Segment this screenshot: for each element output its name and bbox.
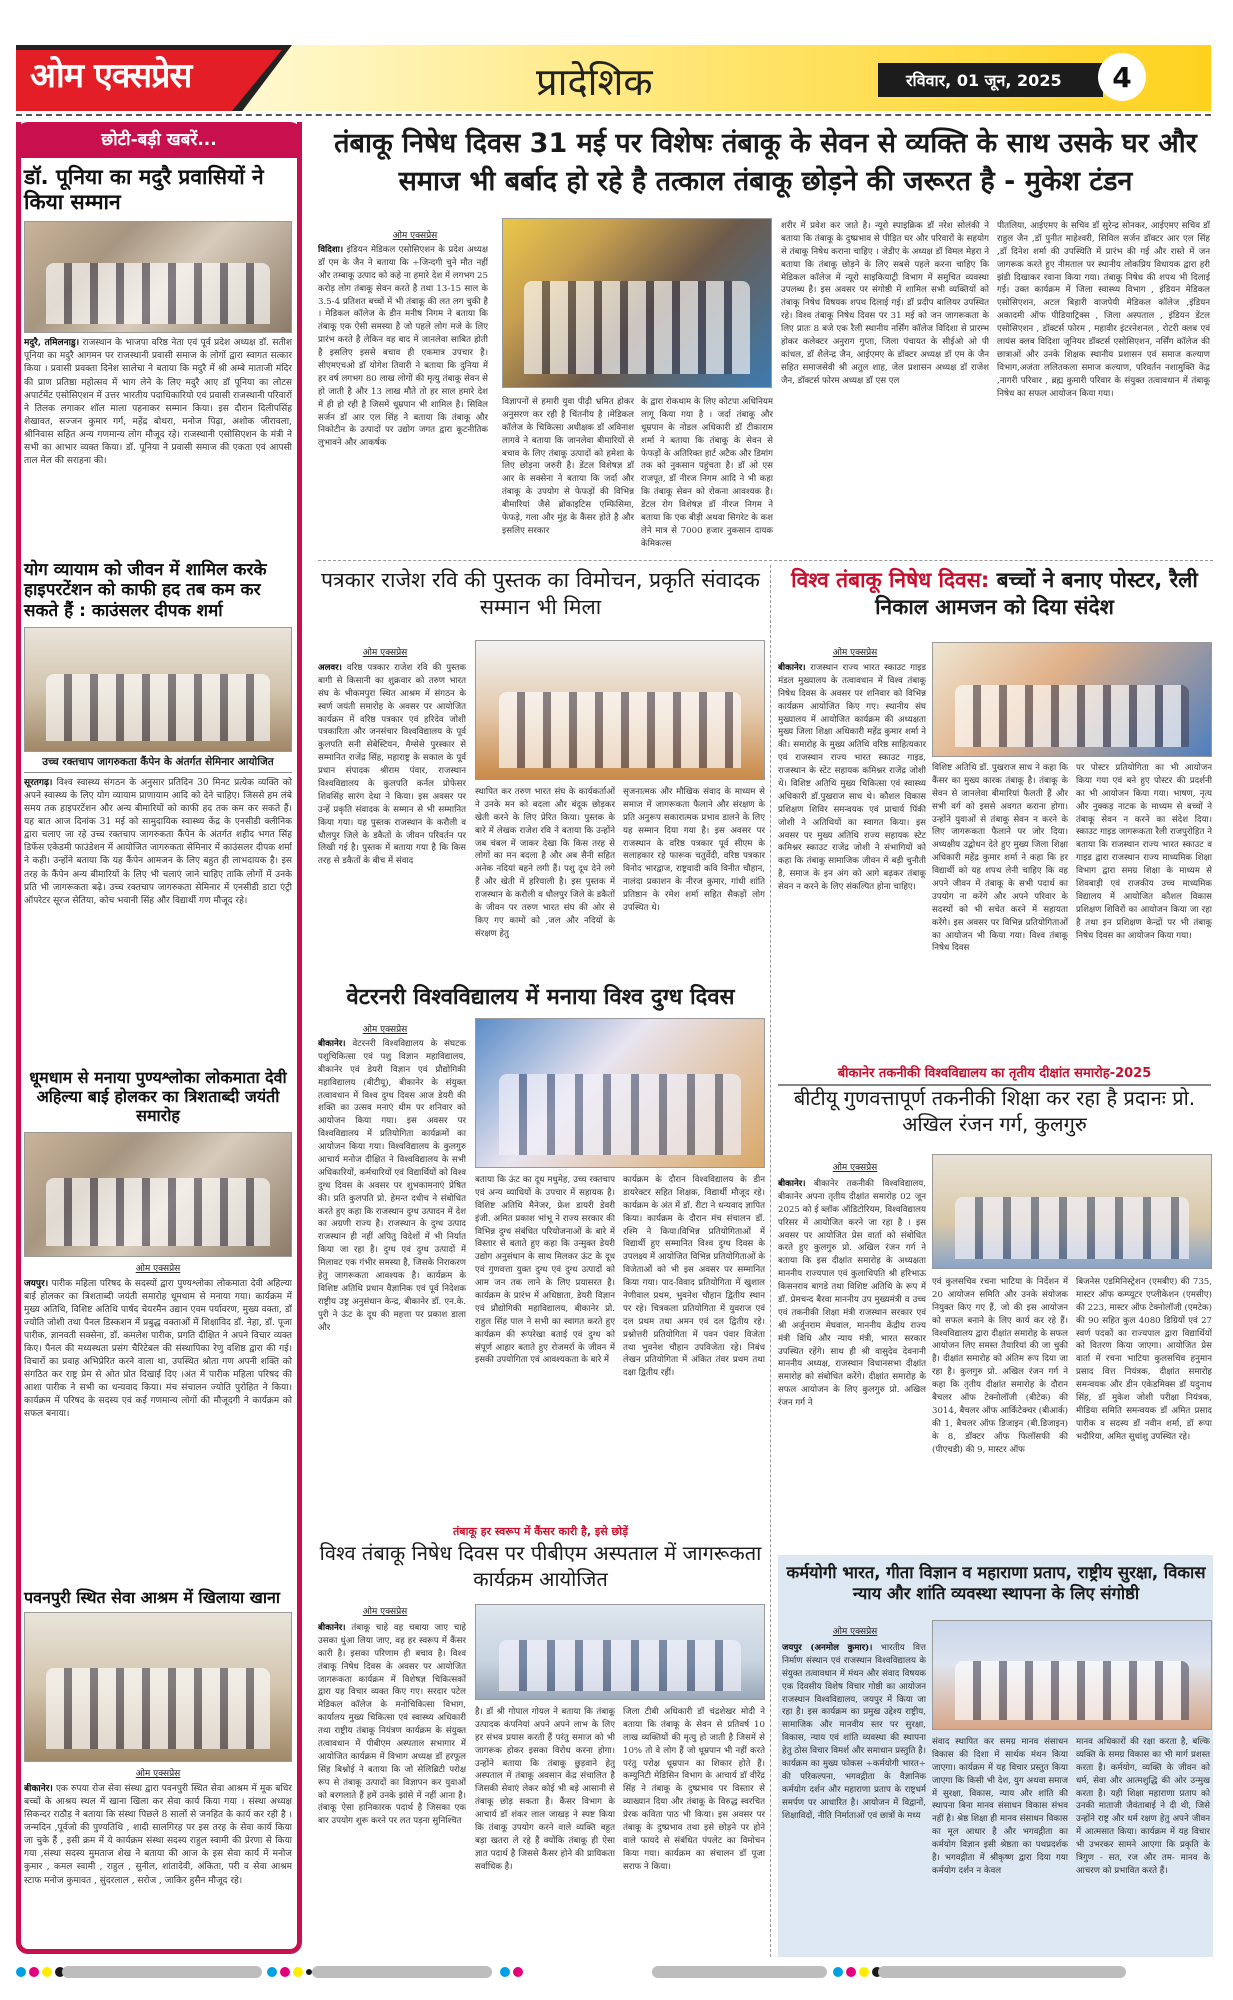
cyan-mark-icon <box>833 1967 843 1977</box>
gray-bar <box>878 1966 1126 1978</box>
print-registration-bar <box>0 1962 1233 1982</box>
milk-photo <box>475 1018 765 1168</box>
byline: ओम एक्सप्रेस <box>135 1263 181 1274</box>
lead-col-5: पीतलिया, आईएमए के सचिव डॉ सुरेन्द्र सोनकर, आईएमए सचिव डॉ राहुल जैन ,डॉ पुनीत माहेश्वरी, सिविल सर्जन डॉक्टर आर एल सिंह ,डॉ दिनेश शर्मा की उपस्थिति में प्रारंभ की गई और रास्ते में जन जागरूक करते हुए नीमताल पर स्थानीय लोकप्रिय विधायक द्वारा हरी झंडी दिखाकर रवाना किया गया। तंबाकू निषेध की शपथ भी दिलाई गई। उक्त कार्यक्रम में जिला स्वास्थ्य विभाग , इंडियन मेडिकल एसोसिएशन, अटल बिहारी वाजपेयी मेडिकल कॉलेज ,इंडियन अकादमी ऑफ पीडियाट्रिक्स , जिला अस्पताल , इंडियन डेंटल एसोसिएशन , डॉक्टर्स फोरम , महावीर इंटरनेशनल , रोटरी क्लब एवं लायंस क्लब विदिशा जूनियर डॉक्टर्स एसोसिएशन, नर्सिंग कॉलेज की छात्राओं और उनके शिक्षक स्थानीय प्रशासन एवं समाज कल्याण विभाग,अजंता ललितकला समाज कल्याण, परिवर्तन नशामुक्ति केंद्र ,नागरी परिवार , ब्रह्म कुमारी परिवार के संयुक्त तत्वावधान में तंबाकू निषेध का सफल आयोजन किया गया। <box>997 221 1210 399</box>
sidebar-story-yoga <box>24 560 292 995</box>
sidebar-story-ashram <box>24 1588 292 1923</box>
story-body <box>24 337 292 525</box>
seminar-photo <box>932 1620 1212 1730</box>
yellow-mark-icon <box>293 1967 303 1977</box>
lead-col-4: शरीर में प्रवेश कर जाते है। न्यूरो स्पाइक्रिक डॉ नरेश सोलंकी ने बताया कि तंबाकू के दुष्प्रभाव से पीड़ित घर और परिवारों के सहयोग से तंबाकू निषेध कराना चाहिए । जेडीए के अध्यक्ष डॉ विमल मेहरा ने बताया कि तंबाकू छोड़ने के लिए सबसे पहले करना चाहिए कि मेडिकल कॉलेज में न्यूरो साइकियाट्री विभाग में समुचित व्यवस्था उपलब्ध है। इस अवसर पर संगोष्ठी में शामिल सभी व्यक्तियों को तंबाकू निषेध विषयक शपथ दिलाई गई। डॉ प्रदीप बालियर उपस्थित रहे। विश्व तंबाकू निषेध दिवस पर 31 मई को जन जागरूकता के लिए प्रातः 8 बजे एक रैली स्थानीय नर्सिंग कॉलेज विदिशा से प्रारम्भ होकर कलेक्टर अनुराग गुप्ता, जिला पंचायत के सीईओ ओ पी कांधल, डॉ शैलेन्द्र जैन, आईएमए के डॉक्टर अध्यक्ष डॉ एम के जैन सहित समाजसेवी श्री अतुल शाह, जेल प्रशासन अध्यक्ष डॉ राजेश जैन, डॉक्टर्स फोरम अध्यक्ष डॉ एस एल <box>781 221 989 386</box>
magenta-mark-icon <box>29 1967 39 1977</box>
pbm-col-2: है। डॉ श्री गोपाल गोयल ने बताया कि तंबाकू उत्पादक कंपनियां अपने अपने लाभ के लिए हर संभव प्रयास करती हैं परंतु समाज को भी जागरूक होकर इसका विरोध करना होगा। उन्होंने बताया कि तंबाकू छुड़वाने हेतु अस्पताल में तंबाकू अवसान केंद्र संचालित है जिसकी सेवाएं लेकर कोई भी बड़े आसानी से तंबाकू छोड़ सकता है। कैंसर विभाग के आचार्य डॉ शंकर लाल जाखड़ ने स्पष्ट किया कि तंबाकू उपयोग करने वाले व्यक्ति बहुत बड़ा खतरा ले रहे हैं क्योंकि तंबाकू ही ऐसा ज्ञात पदार्थ है जिससे कैंसर होने की प्रायिकता सर्वाधिक है। <box>475 1707 615 1872</box>
story-text: विश्व स्वास्थ्य संगठन के अनुसार प्रतिदिन 30 मिनट प्रत्येक व्यक्ति को अपने स्वास्थ्य के लिए योग व्यायाम प्राणायाम आदि को देने चाहिए। जिससे हम लंबे समय तक हाइपरटेंशन और अन्य बीमारियों को काफी हद तक कम कर सकते हैं। यह बात आज दिनांक 31 मई को सामुदायिक स्वास्थ्य केंद्र के एनसीडी क्लीनिक द्वारा चलाए जा रहे उच्च रक्तचाप जागरुकता कैंपेन के अंतर्गत शहीद भगत सिंह डिफेंस एकेडमी फाउंडेशन में आयोजित जागरुकता सेमिनार में काउंसलर दीपक शर्मा ने कही। उन्होंने बताया कि यह कैंपेन आमजन के लिए बहुत ही लाभदायक है। इस तरह के कैंपेन अन्य बीमारियों के लिए भी चलाएं जाने चाहिए ताकि लोगों में उनके प्रति भी जागरूकता बढ़े। उच्च रक्तचाप जागरुकता सेमिनार में एनसीडी डाटा एंट्री ऑपरेटर सूरज सेतिया, कोच भवानी सिंह और विद्यार्थी गण मौजूद रहे। <box>24 778 292 906</box>
milk-col-3: कार्यक्रम के दौरान विश्वविद्यालय के डीन डायरेक्टर सहित शिक्षक, विद्यार्थी मौजूद रहे। कार्यक्रम के अंत में डॉ. रीटा ने धन्यवाद ज्ञापित किया। कार्यक्रम के दौरान मंच संचालन डॉ. रश्मि ने किया।विभिन्न प्रतियोगिताओं में विद्यार्थी हुए सम्मानित विश्व दुग्ध दिवस के उपलक्ष्य में आयोजित विभिन्न प्रतियोगिताओं के विजेताओं को भी इस अवसर पर सम्मानित किया गया। पाद-विवाद प्रतियोगिता में खुशाल नेणीवाल प्रथम, भुवनेश चौहान द्वितीय स्थान पर रहे। चित्रकला प्रतियोगिता में युवराज एवं दल प्रथम तथा अमन एवं दल द्वितीय रहे। प्रश्नोत्तरी प्रतियोगिता में पवन पंवार विजेता तथा भुवनेश चौहान उपविजेता रहे। निबंध लेखन प्रतियोगिता में अंकित तंवर प्रथम तथा दक्षा द्वितीय रहीं। <box>623 1175 765 1379</box>
story-text: तंबाकू चाहे वह चबाया जाए चाहे उसका धुंआ लिया जाए, वह हर स्वरूप में कैंसर कारी है। इसका परिणाम ही बचाव है। विश्व तंबाकू निषेध दिवस के अवसर पर आयोजित जागरूकता कार्यक्रम में विशेषज्ञ चिकित्सकों द्वारा यह विचार व्यक्त किए गए। सरदार पटेल मेडिकल कॉलेज के मनोचिकित्सा विभाग, कार्यालय मुख्य चिकित्सा एवं स्वास्थ्य अधिकारी तथा राष्ट्रीय तंबाकू नियंत्रण कार्यक्रम के संयुक्त तत्वावधान में पीबीएम अस्पताल सभागार में आयोजित कार्यक्रम में विभाग अध्यक्ष डॉ हरफूल सिंह बिश्नोई ने बताया कि जो सेलिब्रिटी परोक्ष रूप से तंबाकू उत्पादों का विज्ञापन कर युवाओं को बरगलाते हैं हमें उनके झांसे में नहीं आना है। तंबाकू ऐसा हानिकारक पदार्थ है जिसका एक बार उपयोग शुरू करने पर लत पड़ना सुनिश्चित <box>318 1623 466 1827</box>
seminar-byline: ओम एक्सप्रेस <box>832 1627 878 1637</box>
btu-col-3: बिजनेस एडमिनिस्ट्रेशन (एमबीए) की 735, मास्टर ऑफ कम्प्यूटर एप्लीकेशन (एमसीए) की 223, मास्टर ऑफ टेक्नोलॉजी (एमटेक) की 90 सहित कुल 4080 डिग्रियों एवं 27 स्वर्ण पदकों का राज्यपाल द्वारा विद्यार्थियों को वितरण किया जाएगा। आयोजित प्रेस वार्ता में रचना भाटिया कुलसचिव हनुमान प्रसाद वित्त नियंत्रक, दीक्षांत समारोह समन्वयक और डीन एकेडमिक्स डॉ यदुनाथ सिंह, डॉ मुकेश जोशी परीक्षा नियंत्रक, मीडिया समिति समन्वयक डॉ अमित प्रसाद पारीक व सदस्य डॉ नवीन शर्मा, डॉ रूपा भदौरिया, अमित सुधांशु उपस्थित रहे। <box>1076 1277 1212 1442</box>
btu-byline: ओम एक्सप्रेस <box>832 1163 878 1173</box>
dateline: विदिशा। <box>318 245 344 255</box>
lead-photo-rally <box>502 218 772 388</box>
page-number: 4 <box>1098 53 1146 101</box>
pbm-photo <box>475 1604 765 1700</box>
seminar-col-1 <box>782 1642 926 1954</box>
story-text: एक रुपया रोज सेवा संस्था द्वारा पवनपुरी स्थित सेवा आश्रम में मूक बधिर बच्चों के आश्रय स्थल में खाना खिला कर सेवा कार्य किया गया । संस्था अध्यक्ष सिकन्दर राठौड़ ने बताया कि संस्था पिछले 8 सालों से जनहित के कार्य कर रही है ।जन्मदिन ,पूर्वजो की पुण्यतिथि , शादी सालगिरह पर इस तरह के सेवा कार्य किया जा चुके हैं , इसी क्रम में ये कार्यक्रम संस्था सदस्य राहुल स्वामी की प्रेरणा से किया गया ,संस्था सदस्य मुमताज शेख ने बताया की आज के इस सेवा कार्य में मनोज कुमार , कमल स्वामी , राहुल , सुनील, शांतादेवी, अंकिता, परी व सेवा आश्रम स्टाफ मनोज कुमावत , सुंदरलाल , सरोज , जाकिर हुसैन मौजूद रहे। <box>24 1784 292 1886</box>
lead-col-1 <box>318 244 488 549</box>
magenta-mark-icon <box>846 1967 856 1977</box>
book-col-1 <box>318 662 466 972</box>
headline-text: बच्चों ने बनाए पोस्टर, रैली निकाल आमजन को दिया संदेश <box>875 568 1198 620</box>
story-text: पारीक महिला परिषद के सदस्यों द्वारा पुण्यश्लोका लोकमाता देवी अहिल्या बाई होलकर का त्रिशताब्दी जयंती समारोह धूमधाम से मनाया गया। कार्यक्रम में मुख्य अतिथि, विशिष्ट अतिथि पार्षद चेयरमैन उद्यान एवम पर्यावरण, मुख्य वक्ता, डॉ ज्योति जोशी तथा पैनल डिस्कशन में प्रबुद्ध वक्ताओं में शिक्षाविद डॉ. नेहा, डॉ. पूजा पारीक, ज्ञानवती सक्सेना, डॉ. कमलेश पारीक, प्रगति दीक्षित ने अपने विचार व्यक्त किए। पैनल की मध्यस्थता प्रसंग चैरिटेबल की संस्थापिका रेणु वशिष्ठ द्वारा की गई। विचारों का प्रवाह अभिप्रेरित करने वाला था, उपस्थित श्रोता गण अपनी शक्ति को संगठित कर राष्ट्र प्रेम से ओत प्रोत दिखाई दिए ।अंत में पारीक महिला परिषद की आशा पारीक ने सभी का धन्यवाद किया। मंच संचालन ज्योति पुरोहित ने किया। कार्यक्रम में परिषद के सदस्य एवं कई गणमान्य लोगों की मौजूदगी ने कार्यक्रम को सफल बनाया। <box>24 1278 292 1420</box>
lead-col-3: के द्वारा रोकथाम के लिए कोटपा अधिनियम लागू किया गया है । जर्दा तंबाकू और धूम्रपान के नोडल अधिकारी डॉ टीकाराम शर्मा ने बताया कि तंबाकू के सेवन से फेफड़ों के अतिरिक्त हार्ट अटैक और डिमांग तक को नुकसान पहुंचता है। डॉ ओ एस राजपूत, डॉ नीरज निगम आदि ने भी कहा कि तंबाकू सेवन को रोकना आवश्यक है। डेंटल रोग विशेषज्ञ डॉ नीरज निगम ने बताया कि एक बीड़ी अथवा सिगरेट के कश लेने मात्र से 7000 हजार नुकसान दायक केमिकल्स <box>641 397 773 549</box>
masthead <box>16 45 1211 111</box>
section-divider <box>318 560 1213 561</box>
milk-headline: वेटरनरी विश्वविद्यालय में मनाया विश्व दुग्ध दिवस <box>346 985 735 1010</box>
milk-col-1 <box>318 1038 466 1518</box>
story-headline: डॉ. पूनिया का मदुरै प्रवासियों ने किया सम्मान <box>24 165 264 215</box>
story-headline: पवनपुरी स्थित सेवा आश्रम में खिलाया खाना <box>24 1588 281 1607</box>
lead-headline: तंबाकू निषेध दिवस 31 मई पर विशेषः तंबाकू के सेवन से व्यक्ति के साथ उसके घर और समाज भी बर्बाद हो रहे है तत्काल तंबाकू छोड़ने की जरूरत है - मुकेश टंडन <box>334 128 1197 197</box>
headline-highlight: विश्व तंबाकू निषेध दिवस: <box>791 568 990 592</box>
sidebar-story-puniya <box>24 165 292 525</box>
cyan-mark-icon <box>267 1967 277 1977</box>
lead-byline: ओम एक्सप्रेस <box>392 231 438 241</box>
dateline: बीकानेर। <box>778 663 806 673</box>
byline: ओम एक्सप्रेस <box>135 1769 181 1780</box>
dateline: बीकानेर। <box>778 1179 806 1189</box>
dateline: जयपुर। <box>24 1278 49 1289</box>
yellow-mark-icon <box>42 1967 52 1977</box>
magenta-mark-icon <box>513 1967 523 1977</box>
story-text: राजस्थान के भाजपा वरिष्ठ नेता एवं पूर्व प्रदेश अध्यक्ष डॉ. सतीश पूनिया का मदुरै आगमन पर राजस्थानी प्रवासी समाज के लोगों द्वारा स्वागत सत्कार किया । प्रवासी प्रवक्ता दिनेश सालेचा ने बताया कि मदुरै में श्री अम्बे माताजी मंदिर की प्राण प्रतिष्ठा महोत्सव में भाग लेने के लिए मदुरै आए डॉ पूनिया का लोटस अपार्टमेंट एसोसिएशन में उत्तर भारतीय पदाधिकारियो एवं प्रवासी राजस्थानी परिवारों ने तिलक लगाकर शॉल माला पहनाकर सम्मान किया। इस दौरान दिलीपसिंह शेखावत, सज्जन कुमार गर्ग, महेंद्र बोथरा, मनोज पिढ़ा, अशोक जीरावला, श्रीनिवास सहित अन्य गणमान्य लोग मौजूद रहे। राजस्थानी एसोसिएशन के मंत्री ने सभी का आभार व्यक्त किया। डॉ. पूनिया ने प्रवासी समाज की एकता एवं आपसी ताल मेल की सराहना की। <box>24 338 292 466</box>
story-photo-event <box>24 1132 292 1257</box>
story-text: वेटरनरी विश्वविद्यालय के संघटक पशुचिकित्सा एवं पशु विज्ञान महाविद्यालय, बीकानेर एवं डेयरी विज्ञान एवं प्रौद्योगिकी महाविद्यालय (बीटीयू), बीकानेर के संयुक्त तत्वावधान में विश्व दुग्ध दिवस आज डेयरी की शक्ति का उत्सव मनाएं थीम पर शनिवार को आयोजन किया गया। इस अवसर पर विश्वविद्यालय में प्रतियोगिता कार्यक्रमों का आयोजन किया गया। विश्वविद्यालय के कुलगुरु आचार्य मनोज दीक्षित ने विश्वविद्यालय के सभी अधिकारियों, कर्मचारियों एवं विद्यार्थियों को विश्व दुग्ध दिवस के अवसर पर शुभकामनाएं प्रेषित की। प्रति कुलपति प्रो. हेमन्त दधीच ने संबोधित करते हुए कहा कि राजस्थान दुग्ध उत्पादन में देश का अग्रणी राज्य है। राजस्थान के दुग्ध उत्पाद राजस्थान ही नहीं अपितु विदेशों में भी निर्यात किया जा रहा है। दुग्ध एवं दुग्ध उत्पादों में मिलावट एक गंभीर समस्या है, जिसके निराकरण हेतु जागरूकता आवश्यक है। कार्यक्रम के विशिष्ट अतिथि प्रधान वैज्ञानिक एवं पूर्व निदेशक राष्ट्रीय उष्ट्र अनुसंधान केन्द्र, बीकानेर डॉ. एन.के. पुरी ने ऊंट के दूध की महत्ता पर प्रकाश डाला और <box>318 1039 466 1333</box>
posters-headline <box>778 567 1211 622</box>
issue-date: रविवार, 01 जून, 2025 <box>878 63 1103 97</box>
dateline: बीकानेर। <box>318 1623 346 1633</box>
section-title: प्रादेशिक <box>536 60 653 104</box>
gray-bar <box>62 1966 262 1978</box>
dateline: मदुरै, तमिलनाडु। <box>24 338 80 349</box>
dateline: सूरतगढ़। <box>24 778 53 789</box>
story-headline: योग व्यायाम को जीवन में शामिल करके हाइपरटेंशन को काफी हद तब कम कर सकते हैं : काउंसलर दीपक शर्मा <box>24 560 267 621</box>
milk-col-2: बताया कि ऊंट का दूध मधुमेह, उच्च रक्तचाप एवं अन्य व्याधियों के उपचार में सहायक है। विशिष्ट अतिथि मैनेजर, फ्रेश डायरी डेवरी इंजी. अमित प्रकाश भांभू ने राज्य सरकार की विभिन्न दुग्ध संबंधित परियोजनाओं के बारे में विस्तार से बताते हुए कहा कि उन्मुक्त डेयरी उद्योग अनुसंधान के साथ मिलकर ऊंट के दूध एवं गुणवत्ता युक्त दुग्ध एवं दुग्ध उत्पादों को आम जन तक लाने के लिए प्रयासरत है। कार्यक्रम के प्रारंभ में अधिष्ठाता, डेयरी विज्ञान एवं प्रौद्योगिकी महाविद्यालय, बीकानेर प्रो. राहुल सिंह पाल ने सभी का स्वागत करते हुए कार्यक्रम की रूपरेखा बताई एवं दुग्ध को संपूर्ण आहार बताते हुए रोजमर्रा के जीवन में इसकी उपयोगिता एवं आवश्यकता के बारे में <box>475 1175 615 1366</box>
milk-byline: ओम एक्सप्रेस <box>362 1025 408 1035</box>
story-text: भारतीय वित्त निर्माण संस्थान एवं राजस्थान विश्वविद्यालय के संयुक्त तत्वावधान में मंथन और संवाद विषयक एक दिवसीय विशेष विचार गोष्ठी का आयोजन राजस्थान विश्वविद्यालय, जयपुर में किया जा रहा है। इस कार्यक्रम का प्रमुख उद्देश्य राष्ट्रीय, सामाजिक और मानवीय स्तर पर सुरक्षा, विकास, न्याय एवं शांति व्यवस्था की स्थापना हेतु ठोस विचार विमर्श और समाधान प्रस्तुति है। कार्यक्रम का मुख्य फोकस ÷कर्मयोगी भारत÷ की परिकल्पना, भगवद्गीता के वैज्ञानिक कर्मयोग दर्शन और महाराणा प्रताप के राष्ट्रधर्म समर्पण पर आधारित है। आयोजन में विद्वानों, शिक्षाविदों, नीति निर्माताओं एवं छात्रों के मध्य <box>782 1643 926 1821</box>
dateline: बीकानेर। <box>24 1784 53 1795</box>
pbm-col-3: जिला टीबी अधिकारी डॉ चंद्रशेखर मोदी ने बताया कि तंबाकू के सेवन से प्रतिवर्ष 10 लाख व्यक्तियों की मृत्यु हो जाती है जिसमें से 10% तो वे लोग हैं जो धूम्रपान भी नहीं करते परंतु परोक्ष धूम्रपान का शिकार होते हैं। कम्युनिटी मेडिसिन विभाग के आचार्य डॉ वीरेंद्र सिंह ने तंबाकू के दुष्प्रभाव पर विस्तार से व्याख्यान दिया और तंबाकू के विरुद्ध स्वरचित प्रेरक कविता पाठ भी किया। इस अवसर पर तंबाकू के दुष्प्रभाव तथा इसे छोड़ने पर होने वाले फायदे से संबंधित पंपलेट का विमोचन किया गया। कार्यक्रम का संचालन डॉ पूजा सराफ ने किया। <box>623 1707 765 1872</box>
book-col-3: सृजनात्मक और मौखिक संवाद के माध्यम से समाज में जागरूकता फैलाने और संरक्षण के प्रति अनुरूप सकारात्मक प्रभाव डालने के लिए यह सम्मान दिया गया है। इस अवसर पर राजस्थान के वरिष्ठ पत्रकार पूर्व सीएम के सलाहकार रहे फारूक चतुर्वेदी, वरिष्ठ पत्रकार विनोद भारद्वाज, राष्ट्रवादी कवि विनीत चौहान, नालंदा प्रकाशन के नीरज कुमार, गांधी शांति प्रतिष्ठान के रमेश शर्मा सहित सैकड़ों लोग उपस्थित थे। <box>623 787 765 914</box>
btu-photo <box>932 1154 1212 1269</box>
pbm-col-1 <box>318 1622 466 1954</box>
magenta-mark-icon <box>280 1967 290 1977</box>
btu-col-2: एवं कुलसचिव रचना भाटिया के निर्देशन में 20 आयोजन समिति और उनके संयोजक नियुक्त किए गए हैं, जो की इस आयोजन को सफल बनाने के लिए कार्य कर रहे हैं। विश्वविद्यालय द्वारा दीक्षांत समारोह के सफल आयोजन लिए समस्त तैयारियां की जा चुकी है। दीक्षांत समारोह को अंतिम रूप दिया जा रहा है। कुलगुरु प्रो. अखिल रंजन गर्ग ने कहा कि तृतीय दीक्षांत समारोह के दौरान बैचलर ऑफ टेक्नोलॉजी (बीटेक) की 3014, बैचलर ऑफ आर्किटेक्चर (बीआर्क) की 1, बैचलर ऑफ डिजाइन (बी.डिजाइन) के 8, डॉक्टर ऑफ फिलॉसफी की (पीएचडी) की 9, मास्टर ऑफ <box>932 1277 1068 1455</box>
story-photo-group <box>24 221 292 333</box>
sidebar-header: छोटी-बड़ी खबरें... <box>16 122 302 158</box>
gray-bar <box>652 1966 827 1978</box>
pbm-kicker: तंबाकू हर स्वरूप में कैंसर कारी है, इसे छोड़ें <box>453 1525 628 1538</box>
gray-bar <box>312 1966 492 1978</box>
seminar-col-3: मानव अधिकारों की रक्षा करता है, बल्कि व्यक्ति के समग्र विकास का भी मार्ग प्रशस्त करता है। कर्मयोग, व्यक्ति के जीवन को धर्म, सेवा और आत्मशुद्धि की ओर उन्मुख करता है। यही शिक्षा महाराणा प्रताप को उनकी माताजी जैवंताबाई ने दी थी, जिसे उन्होंने राष्ट्र और धर्म रक्षण हेतु अपने जीवन में आत्मसात किया। कार्यक्रम में यह विचार भी उभरकर सामने आएगा कि प्रकृति के त्रिगुण - सत, रज और तम- मानव के आचरण को प्रभावित करते हैं। <box>1076 1737 1210 1876</box>
posters-byline: ओम एक्सप्रेस <box>832 648 878 658</box>
seminar-col-2: संवाद स्थापित कर समग्र मानव संसाधन विकास की दिशा में सार्थक मंथन किया जाएगा। कार्यक्रम में यह विचार प्रस्तुत किया जाएगा कि किसी भी देश, युग अथवा समाज में सुरक्षा, विकास, न्याय और शांति की स्थापना बिना मानव संसाधन विकास संभव नहीं है। श्रेष्ठ शिक्षा ही मानव संसाधन विकास का मूल आधार है और भगवद्गीता का कर्मयोग विज्ञान इसी श्रेष्ठता का पथप्रदर्शक है। भगवद्गीता में श्रीकृष्ण द्वारा दिया गया कर्मयोग दर्शन न केवल <box>932 1737 1068 1876</box>
yellow-mark-icon <box>859 1967 869 1977</box>
book-byline: ओम एक्सप्रेस <box>362 648 408 658</box>
sidebar-story-ahilya <box>24 1068 292 1500</box>
story-text: वरिष्ठ पत्रकार राजेश रवि की पुस्तक बागी से किसानी का शुक्रवार को तरुण भारत संघ के भीकमपुरा स्थित आश्रम में संगठन के स्वर्ण जयंती समारोह के अवसर पर आयोजित कार्यक्रम में वरिष्ठ पत्रकार एवं हरिदेव जोशी पत्रकारिता और जनसंचार विश्वविद्यालय के पूर्व कुलपति सनी सेबेस्टियन, मैग्सेसे पुरस्कार से सम्मानित राजेंद्र सिंह, महाराष्ट्र के सकाल के पूर्व प्रधान संपादक श्रीराम पंवार, राजस्थान विश्वविद्यालय के कुलपति कर्नल प्रोफेसर शिवसिंह सारंग देथा ने किया। इस अवसर पर उन्हें प्रकृति संवादक के सम्मान से भी सम्मानित किया गया। यह पुस्तक राजस्थान के करौली व धौलपुर जिले के डकैतों के जीवन परिवर्तन पर लिखी गई है। पुस्तक में बताया गया है कि किस तरह से डकैतों के बीच में संवाद <box>318 663 466 867</box>
story-body <box>24 777 292 995</box>
story-text: बीकानेर तकनीकी विश्वविद्यालय, बीकानेर अपना तृतीय दीक्षांत समारोह 02 जून 2025 को ई ब्लॉक ऑडिटोरियम, विश्वविद्यालय परिसर में आयोजित करने जा रहा है । इस अवसर पर आयोजित प्रेस वार्ता को संबोधित करते हुए कुलगुरु प्रो. अखिल रंजन गर्ग ने बताया कि इस दीक्षांत समारोह के अध्यक्षता माननीय राज्यपाल एवं कुलाधिपति श्री हरिभाऊ किसनराव बागडे तथा विशिष्ट अतिथि के रूप में डॉ. प्रेमचन्द बैरवा माननीय उप मुख्यमंत्री व उच्च एवं तकनीकी शिक्षा मंत्री राजस्थान सरकार एवं श्री अर्जुनराम मेघवाल, माननीय केंद्रीय राज्य मंत्री विधि और न्याय मंत्री, भारत सरकार उपस्थित रहेंगे। साथ ही श्री वासुदेव देवनानी माननीय अध्यक्ष, राजस्थान विधानसभा दीक्षांत समारोह को संबोधित करेंगे। दीक्षांत समारोह के सफल आयोजन के लिए कुलगुरु प्रो. अखिल रंजन गर्ग ने <box>778 1179 926 1409</box>
story-text: राजस्थान राज्य भारत स्काउट गाइड मंडल मुख्यालय के तत्वावधान में विश्व तंबाकू निषेध दिवस के अवसर पर शनिवार को विभिन्न कार्यक्रम आयोजित किए गए। स्थानीय संघ मुख्यालय में आयोजित कार्यक्रम की अध्यक्षता मुख्य जिला शिक्षा अधिकारी महेंद्र कुमार शर्मा ने की। समारोह के मुख्य अतिथि वरिष्ठ साहित्यकार एवं राजस्थान राज्य भारत स्काउट गाइड, राजस्थान के स्टेट सहायक कमिश्नर राजेंद्र जोशी थे। विशिष्ट अतिथि मुख्य चिकित्सा एवं स्वास्थ्य अधिकारी डॉ.पुखराज साध थे। कौशल विकास प्रशिक्षण शिविर समन्वयक एवं प्राचार्य पिंकी जोशी ने अतिथियों का स्वागत किया। इस अवसर पर मुख्य अतिथि राज्य सहायक स्टेट कमिश्नर स्काउट राजेंद्र जोशी ने संभागियों को कहा कि तंबाकू सामाजिक जीवन में बड़ी चुनौती है, समाज के इन अंग को आगे बढ़कर तंबाकू सेवन न करने के लिए संकल्पित होना चाहिए। <box>778 663 926 893</box>
story-text: इंडियन मेडिकल एसोसिएशन के प्रदेश अध्यक्ष डॉ एम के जैन ने बताया कि ÷जिन्दगी चुने मौत नहीं और तम्बाकू उत्पाद को कहे ना हमारे देश में लगभग 25 करोड़ लोग तंबाकू सेवन करते है तथा 13-15 साल के 3.5-4 प्रतिशत बच्चों में भी तंबाकू की लत लग चुकी है । मेडिकल कॉलेज के डीन मनीष निगम ने बताया कि तंबाकू एक ऐसी समस्या है जो पहले लोग मजे के लिए प्रारंभ करते है लेकिन वह बाद में जानलेवा साबित होती है इसलिए इससे बचाव ही एकमात्र उपचार है। सीएमएचओ डॉ योगेश तिवारी ने बताया कि दुनिया में हर वर्ष लगभग 80 लाख लोगों की मृत्यु तंबाकू सेवन से हो जाती है और 13 लाख मौते तो हर साल हमारे देश में ही हो रही है जिसमें धूम्रपान भी शामिल है। सिविल सर्जन डॉ आर एल सिंह ने बताया कि तंबाकू और निकोटीन के उत्पादों पर उद्योग जगत द्वारा कूटनीतिक लुभावने और आकर्षक <box>318 245 488 449</box>
dateline: बीकानेर। <box>318 1039 346 1049</box>
story-photo-ashram <box>24 1612 292 1762</box>
masthead-divider <box>16 114 1211 116</box>
dateline: अलवर। <box>318 663 342 673</box>
column-divider <box>770 565 771 1957</box>
newspaper-name: ओम एक्सप्रेस <box>30 56 192 96</box>
btu-kicker: बीकानेर तकनीकी विश्वविद्यालय का तृतीय दीक्षांत समारोह-2025 <box>778 1063 1211 1086</box>
book-col-2: स्थापित कर तरुण भारत संघ के कार्यकर्ताओं ने उनके मन को बदला और बंदूक छोड़कर खेती करने के लिए प्रेरित किया। पुस्तक के बारे में लेखक राजेश रवि ने बताया कि उन्होंने जब चंबल में जाकर देखा कि किस तरह से लोगों का मन बदला है और अब सैनी सहित अनेक नदियां बहने लगी हैं। पशु दूध देने लगे हैं और खेती में हरियाली है। इस पुस्तक में राजस्थान के करौली व धौलपुर जिले के डकैतों के जीवन पर तरुण भारत संघ की ओर से किए गए कामों को ,जल और नदियों के संरक्षण हेतु <box>475 787 615 939</box>
pbm-headline: विश्व तंबाकू निषेध दिवस पर पीबीएम अस्पताल में जागरूकता कार्यक्रम आयोजित <box>319 1541 762 1591</box>
cyan-mark-icon <box>16 1967 26 1977</box>
photo-caption: उच्च रक्तचाप जागरुकता कैंपेन के अंतर्गत सेमिनार आयोजित <box>24 755 292 773</box>
pbm-byline: ओम एक्सप्रेस <box>362 1607 408 1617</box>
btu-headline: बीटीयू गुणवत्तापूर्ण तकनीकी शिक्षा कर रहा है प्रदानः प्रो. अखिल रंजन गर्ग, कुलगुरु <box>793 1086 1196 1136</box>
posters-col-2: विशिष्ट अतिथि डॉ. पुखराज साध ने कहा कि कैंसर का मुख्य कारक तंबाकू है। तंबाकू के सेवन से जानलेवा बीमारियां फैलती हैं और सभी वर्ग को इससे अवगत कराना होगा। उन्होंने युवाओं से तंबाकू सेवन न करने के लिए जागरूकता फैलाने पर जोर दिया। अध्यक्षीय उद्बोधन देते हुए मुख्य जिला शिक्षा अधिकारी महेंद्र कुमार शर्मा ने कहा कि हर विद्यार्थी को यह शपथ लेनी चाहिए कि वह अपने जीवन में तंबाकू के सभी पदार्थ का उपयोग ना करेंगे और अपने परिवार के सदस्यों को भी सचेत करने में सहायता करेंगे। इस अवसर पर विभिन्न प्रतियोगिताओं का आयोजन भी किया गया। विश्व तंबाकू निषेध दिवस <box>932 763 1068 954</box>
story-body <box>24 1783 292 1923</box>
cyan-mark-icon <box>500 1967 510 1977</box>
book-headline: पत्रकार राजेश रवि की पुस्तक का विमोचन, प्रकृति संवादक सम्मान भी मिला <box>321 568 760 620</box>
btu-col-1 <box>778 1178 926 1550</box>
dateline: जयपुर (अनमोल कुमार)। <box>782 1643 873 1653</box>
posters-col-1 <box>778 662 926 1040</box>
story-headline: धूमधाम से मनाया पुण्यश्लोका लोकमाता देवी अहिल्या बाई होलकर का त्रिशताब्दी जयंती समारोह <box>29 1068 287 1126</box>
posters-col-3: पर पोस्टर प्रतियोगिता का भी आयोजन किया गया एवं बने हुए पोस्टर की प्रदर्शनी का भी आयोजन किया गया। भाषण, नृत्य और नुक्कड़ नाटक के माध्यम से बच्चों ने तंबाकू सेवन न करने का संदेश दिया। स्काउट गाइड जागरूकता रैली राजपुरोहित ने बताया कि राजस्थान राज्य भारत स्काउट व गाइड द्वारा राजस्थान राज्य माध्यमिक शिक्षा विभाग द्वारा समग्र शिक्षा के माध्यम से शिवबाड़ी एवं राजकीय उच्च माध्यमिक विद्यालय में आयोजित कौशल विकास प्रशिक्षण शिविरों का आयोजन किया जा रहा है तथा इन प्रशिक्षण केन्द्रों पर भी तंबाकू निषेध दिवस का आयोजन किया गया। <box>1076 763 1212 941</box>
seminar-headline: कर्मयोगी भारत, गीता विज्ञान व महाराणा प्रताप, राष्ट्रीय सुरक्षा, विकास न्याय और शांति व्यवस्था स्थापना के लिए संगोष्ठी <box>786 1563 1206 1604</box>
story-body <box>24 1278 292 1500</box>
posters-photo <box>932 642 1212 757</box>
book-photo <box>475 640 765 780</box>
lead-col-2: विज्ञापनों से हमारी युवा पीढ़ी भ्रमित होकर अनुसरण कर रही है चिंतनीय है ।मेडिकल कॉलेज के चिकित्सा अधीक्षक डॉ अविनाश लागवे ने बताया कि जानलेवा बीमारियों से बचाव के लिए तंबाकू उत्पादों को हमेशा के लिए छोड़ना जरुरी है। डेंटल विशेषज्ञ डॉ आर के सक्सेना ने बताया कि जर्दा और तंबाकू के उपयोग से फेफड़ों की विभिन्न बीमारियां जैसे ब्रोंकाइटिस एम्फिसिमा, फेफड़े, गला और मुंह के कैंसर होते है और इसलिए सरकार <box>502 397 634 536</box>
story-photo-seminar <box>24 627 292 752</box>
